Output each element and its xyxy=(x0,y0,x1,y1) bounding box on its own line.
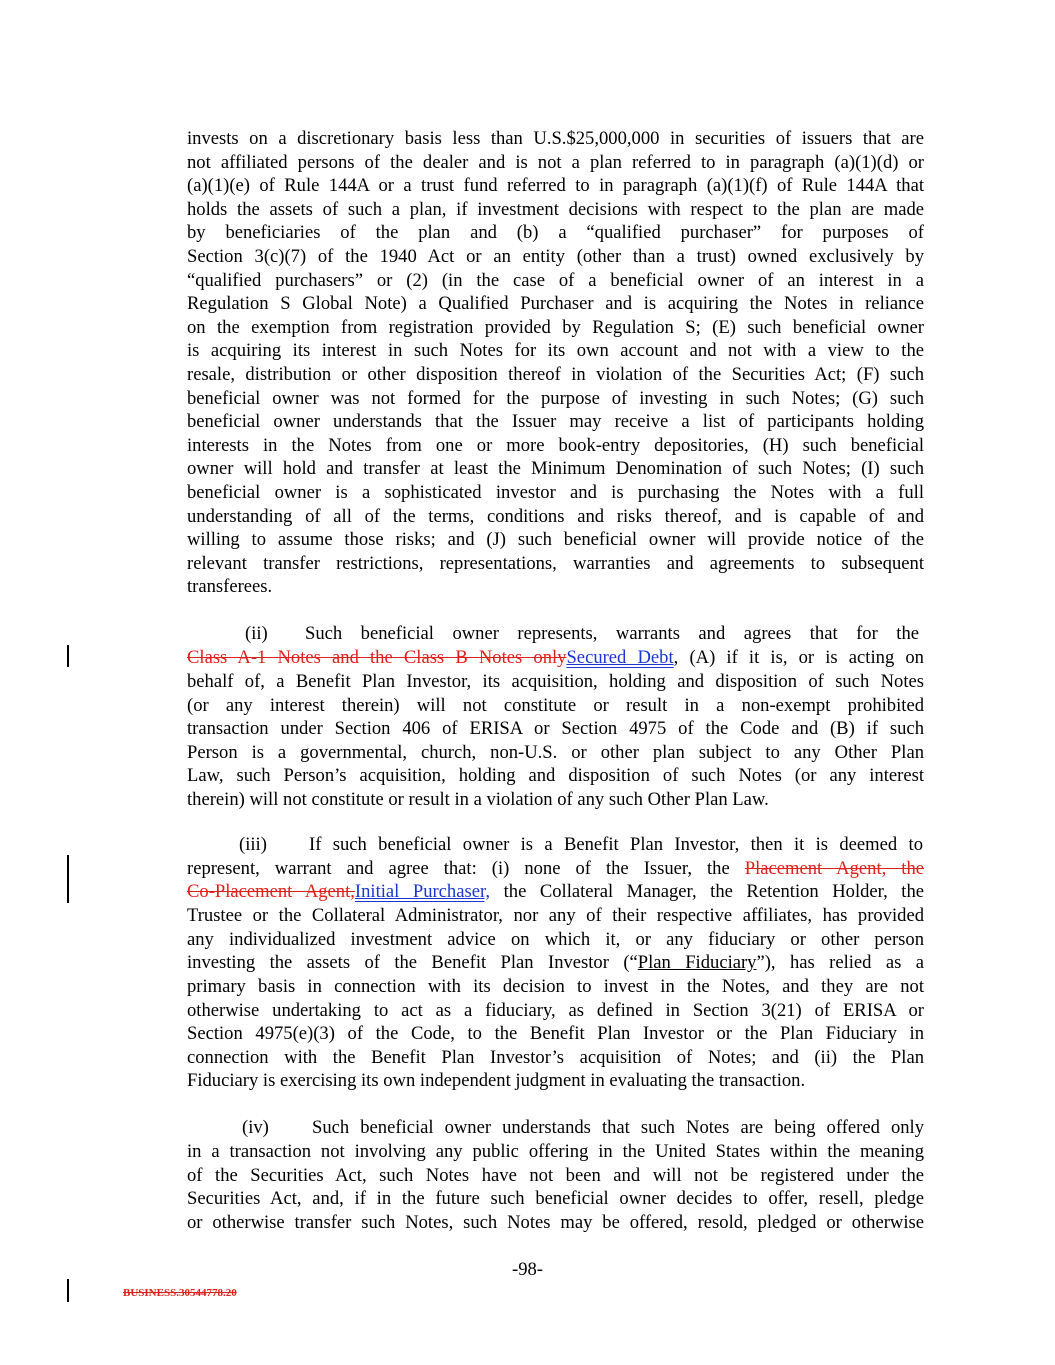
para-ii-line: Law, such Person’s acquisition, holding and disposition of such Notes (or any interest xyxy=(187,765,924,787)
defined-term-plan-fiduciary: Plan Fiduciary xyxy=(637,952,757,973)
para-iii-line-5: any individualized investment advice on which it, or any fiduciary or other person xyxy=(187,929,924,950)
para-iii-line-2 xyxy=(187,857,924,881)
change-bar xyxy=(67,1279,69,1302)
para-1-line: (a)(1)(e) of Rule 144A or a trust fund referred to in paragraph (a)(1)(f) of Rule 144A that xyxy=(187,175,924,197)
para-1-line: is acquiring its interest in such Notes for its own account and not with a view to the xyxy=(187,340,924,362)
inserted-text: Secured Debt xyxy=(566,647,674,668)
para-iii-line: connection with the Benefit Plan Investor’s acquisition of Notes; and (ii) the Plan xyxy=(187,1046,924,1068)
page-number: -98- xyxy=(512,1259,543,1280)
para-iii-line: Section 4975(e)(3) of the Code, to the Benefit Plan Investor or the Plan Fiduciary in xyxy=(187,1023,924,1045)
deleted-text-2: Co-Placement Agent, xyxy=(187,881,355,902)
para-ii-line-2 xyxy=(187,646,924,670)
para-1-line: Regulation S Global Note) a Qualified Purchaser and is acquiring the Notes in reliance xyxy=(187,293,924,315)
para-iii-text-6b: ”), has relied as a xyxy=(756,952,924,973)
para-1-line: beneficial owner was not formed for the purpose of investing in such Notes; (G) such xyxy=(187,387,924,409)
para-1-line: on the exemption from registration provided by Regulation S; (E) such beneficial owner xyxy=(187,316,924,338)
para-ii-line: (or any interest therein) will not constitute or result in a non-exempt prohibited xyxy=(187,694,924,716)
para-iv-number: (iv) xyxy=(242,1117,269,1138)
para-iii-line: otherwise undertaking to act as a fiduciary, as defined in Section 3(21) of ERISA or xyxy=(187,999,924,1021)
para-iii-line-1 xyxy=(187,833,924,857)
para-iii-line-6 xyxy=(187,951,924,975)
para-iv-line: in a transaction not involving any public offering in the United States within the meaning xyxy=(187,1141,924,1162)
para-1-line: resale, distribution or other disposition thereof in violation of the Securities Act; (F) such xyxy=(187,364,924,385)
footer-document-id: BUSINESS.30544778.20 xyxy=(123,1287,237,1299)
para-ii-line: behalf of, a Benefit Plan Investor, its acquisition, holding and disposition of such Notes xyxy=(187,671,924,692)
change-bar xyxy=(67,855,69,903)
para-iv-line: of the Securities Act, such Notes have not been and will not be registered under the xyxy=(187,1164,924,1186)
para-ii-line: transaction under Section 406 of ERISA or Section 4975 of the Code and (B) if such xyxy=(187,718,924,740)
para-1-line: invests on a discretionary basis less than U.S.$25,000,000 in securities of issuers that are xyxy=(187,128,924,149)
para-1-line: beneficial owner is a sophisticated investor and is purchasing the Notes with a full xyxy=(187,482,924,503)
para-1-line: transferees. xyxy=(187,576,273,598)
para-iii-line-4: Trustee or the Collateral Administrator, nor any of their respective affiliates, has provided xyxy=(187,905,924,926)
change-bar xyxy=(67,645,69,667)
deleted-text-1: Placement Agent, the xyxy=(744,858,924,879)
para-1-line: by beneficiaries of the plan and (b) a “qualified purchaser” for purposes of xyxy=(187,222,924,244)
para-iv-line-1 xyxy=(187,1116,924,1140)
inserted-text: Initial Purchaser, xyxy=(354,881,491,902)
para-iii-line: Fiduciary is exercising its own independent judgment in evaluating the transaction. xyxy=(187,1070,806,1092)
para-ii-text-1: Such beneficial owner represents, warrants and agrees that for the xyxy=(305,623,919,644)
para-1-line: Section 3(c)(7) of the 1940 Act or an entity (other than a trust) owned exclusively by xyxy=(187,246,924,267)
para-1-line: interests in the Notes from one or more book-entry depositories, (H) such beneficial xyxy=(187,434,924,456)
para-ii-line-1 xyxy=(187,622,924,646)
para-iii-text-6a: investing the assets of the Benefit Plan Investor (“ xyxy=(187,952,638,973)
para-iii-text-3: the Collateral Manager, the Retention Holder, the xyxy=(490,881,925,902)
para-1-line: not affiliated persons of the dealer and is not a plan referred to in paragraph (a)(1)(d) or xyxy=(187,151,924,173)
para-ii-line: Person is a governmental, church, non-U.S. or other plan subject to any Other Plan xyxy=(187,741,924,763)
para-1-line: beneficial owner understands that the Issuer may receive a list of participants holding xyxy=(187,411,924,433)
para-1-line: owner will hold and transfer at least the Minimum Denomination of such Notes; (I) such xyxy=(187,458,924,480)
para-iii-number: (iii) xyxy=(239,834,267,855)
para-iv-line: Securities Act, and, if in the future such beneficial owner decides to offer, resell, pledge xyxy=(187,1188,924,1210)
para-ii-number: (ii) xyxy=(245,623,268,644)
para-ii-text-2: , (A) if it is, or is acting on xyxy=(673,647,924,668)
para-iii-line-3 xyxy=(187,880,924,904)
para-1-line: relevant transfer restrictions, representations, warranties and agreements to subsequent xyxy=(187,552,924,574)
para-iii-text-1: If such beneficial owner is a Benefit Plan Investor, then it is deemed to xyxy=(309,834,923,855)
para-iv-text-1: Such beneficial owner understands that such Notes are being offered only xyxy=(312,1117,924,1138)
deleted-text: Class A-1 Notes and the Class B Notes only xyxy=(187,647,567,668)
para-1-line: holds the assets of such a plan, if investment decisions with respect to the plan are made xyxy=(187,198,924,220)
para-1-line: understanding of all of the terms, conditions and risks thereof, and is capable of and xyxy=(187,505,924,527)
para-iv-line: or otherwise transfer such Notes, such Notes may be offered, resold, pledged or otherwise xyxy=(187,1211,924,1233)
para-ii-line: therein) will not constitute or result in a violation of any such Other Plan Law. xyxy=(187,789,769,810)
para-1-line: willing to assume those risks; and (J) such beneficial owner will provide notice of the xyxy=(187,529,924,551)
para-1-line: “qualified purchasers” or (2) (in the case of a beneficial owner of an interest in a xyxy=(187,269,924,291)
para-iii-line: primary basis in connection with its decision to invest in the Notes, and they are not xyxy=(187,976,924,997)
para-iii-text-2: represent, warrant and agree that: (i) none of the Issuer, the xyxy=(187,858,745,879)
